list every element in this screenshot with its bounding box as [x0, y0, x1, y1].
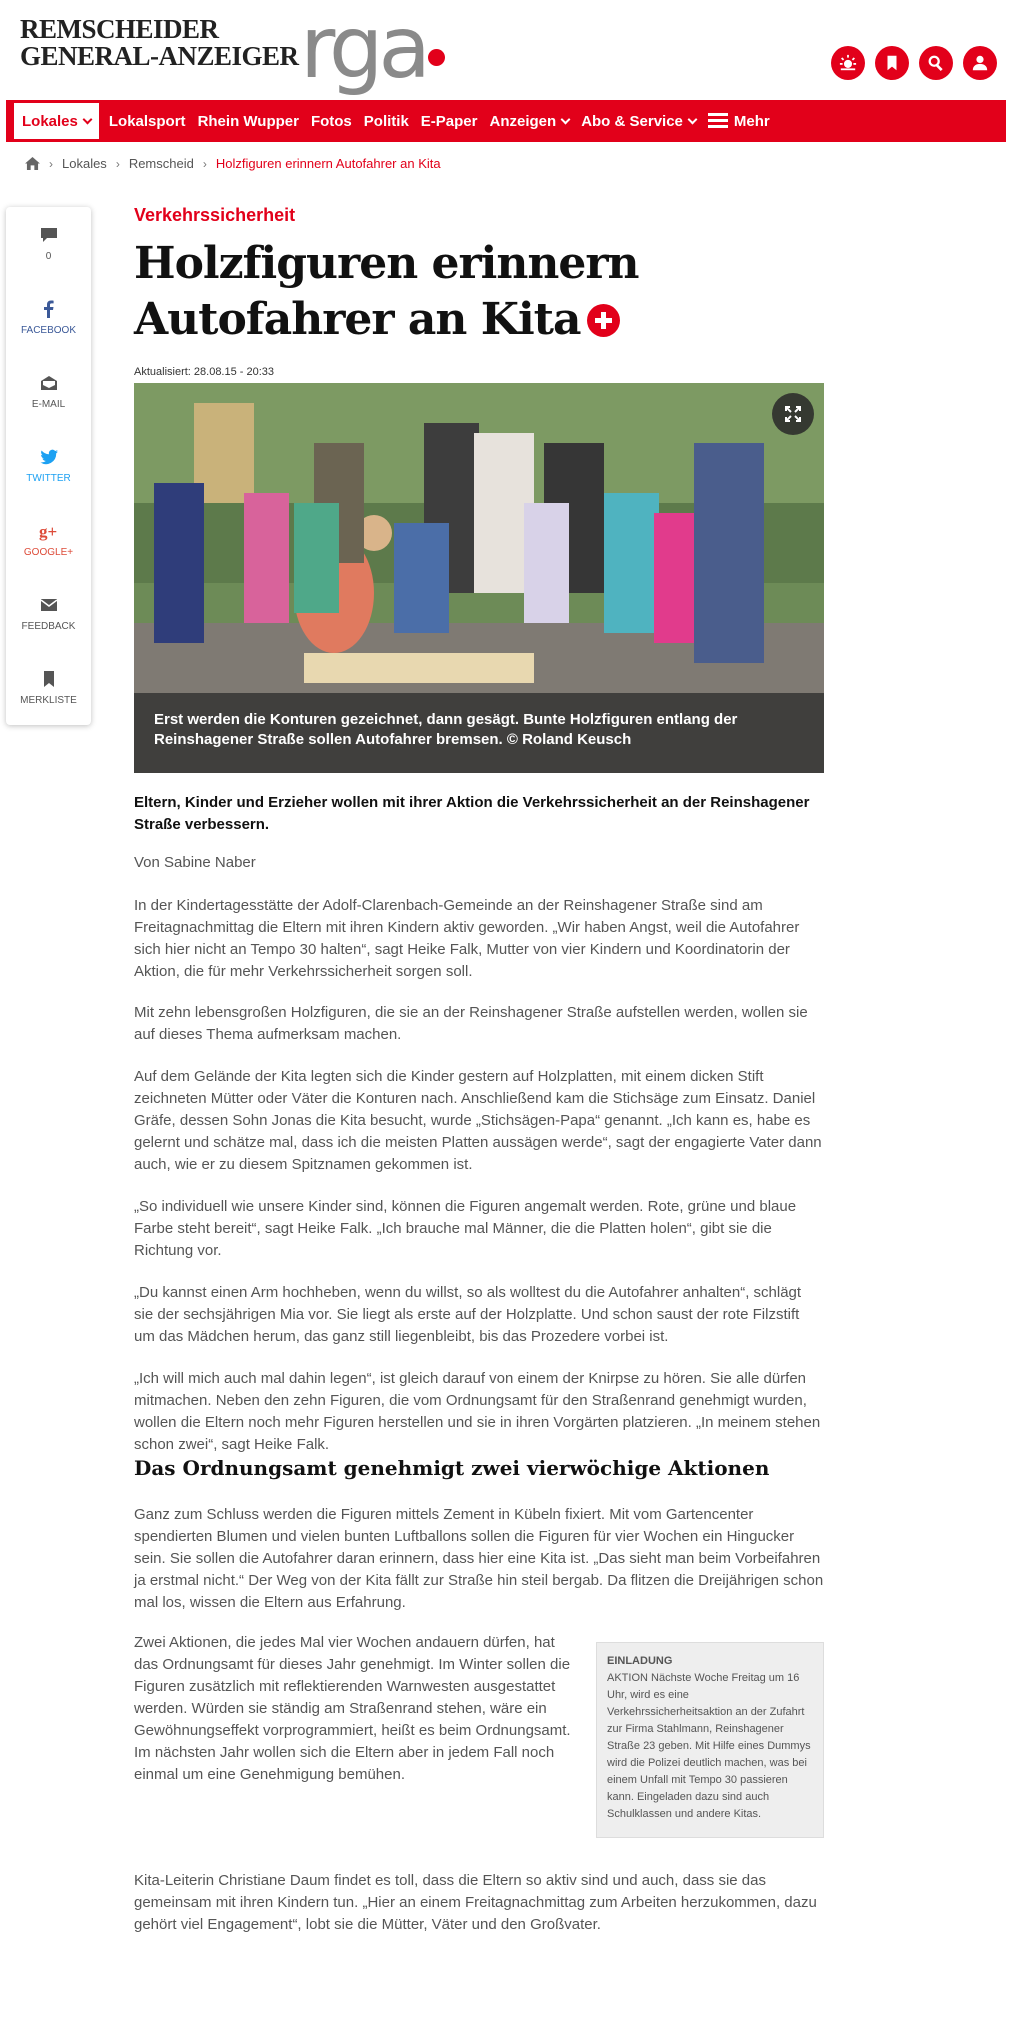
chevron-right-icon: ›: [49, 156, 53, 171]
nav-item-lokales[interactable]: [14, 103, 99, 139]
article-paragraph: Ganz zum Schluss werden die Figuren mittels Zement in Kübeln fixiert. Mit vom Gartencenter spendierten Blumen und vielen bunten Luftballons sollen die Figuren für vier Wochen ein Hingucker sein. Sie sollen die Autofahrer daran erinnern, dass hier eine Kita ist. „Das sieht man beim Vorbeifahren ja erstmal nicht.“ Der Weg von der Kita fällt zur Straße hin steil bergab. Da flitzen die Dreijährigen schon mal los, wissen die Eltern aus Erfahrung.: [134, 1506, 824, 1611]
article-paragraph: „Ich will mich auch mal dahin legen“, ist gleich darauf von einem der Knirpse zu hören. Sie alle dürfen mitmachen. Neben den zehn Figuren, die vom Ordnungsamt für den Straßenrand genehmigt wurden, wollen die Eltern noch mehr Figuren herstellen und sie in ihren Vorgärten platzieren. „In meinem stehen schon zwei“, sagt Heike Falk.: [134, 1370, 821, 1453]
share-sidebar: [6, 207, 91, 725]
search-icon[interactable]: [919, 46, 953, 80]
share-label: MERKLISTE: [20, 695, 77, 706]
info-box: [596, 1642, 824, 1838]
article-paragraph: „So individuell wie unsere Kinder sind, können die Figuren angemalt werden. Rote, grüne und blaue Farbe steht bereit“, sagt Heike Falk. „Ich brauche mal Männer, die die Platten holen“, gibt sie die Richtung vor.: [134, 1198, 797, 1259]
chevron-down-icon: [561, 114, 571, 124]
google-plus-icon: [39, 521, 59, 541]
article-photo[interactable]: [134, 383, 824, 773]
comment-count: 0: [45, 251, 52, 262]
nav-label: Anzeigen: [489, 112, 557, 130]
nav-item-fotos[interactable]: [305, 100, 358, 142]
breadcrumb-current: Holzfiguren erinnern Autofahrer an Kita: [215, 156, 441, 171]
headline-line-1: Holzfiguren erinnern: [134, 238, 639, 289]
share-comments[interactable]: [6, 225, 91, 262]
expand-photo-button[interactable]: [772, 393, 814, 435]
share-merkliste[interactable]: [6, 669, 91, 706]
share-label: TWITTER: [26, 473, 71, 484]
bookmark-icon[interactable]: [875, 46, 909, 80]
envelope-icon: [39, 595, 59, 615]
twitter-icon: [39, 447, 59, 467]
article-paragraph: Kita-Leiterin Christiane Daum findet es toll, dass die Eltern so aktiv sind und auch, dass sie das gemeinsam mit ihren Kindern tun. „Hier an einem Freitagnachmittag zum Arbeiten herzukommen, dazu gehört viel Engagement“, lobt sie die Mütter, Väter und den Großvater.: [134, 1872, 817, 1933]
share-google[interactable]: [6, 521, 91, 558]
article-paragraph: In der Kindertagesstätte der Adolf-Clarenbach-Gemeinde an der Reinshagener Straße sind am Freitagnachmittag die Eltern mit ihren Kindern aktiv geworden. „Wir haben Angst, weil die Autofahrer sich hier nicht an Tempo 30 halten“, sagt Heike Falk, Mutter von vier Kindern und Koordinatorin der Aktion, die für mehr Verkehrssicherheit sorgen soll.: [134, 897, 800, 980]
chevron-down-icon: [82, 114, 92, 124]
breadcrumb-remscheid[interactable]: Remscheid: [128, 156, 194, 171]
nav-item-lokalsport[interactable]: [103, 100, 192, 142]
share-label: FACEBOOK: [20, 325, 76, 336]
menu-icon: [708, 113, 728, 129]
chevron-right-icon: ›: [202, 156, 207, 171]
email-icon: [39, 373, 59, 393]
nav-label: Lokalsport: [108, 112, 186, 130]
home-icon[interactable]: [25, 157, 40, 170]
facebook-icon: [39, 299, 59, 319]
site-logo-rga[interactable]: rga: [300, 0, 427, 98]
site-header: [0, 0, 1017, 100]
logo-line-2: GENERAL-ANZEIGER: [20, 41, 299, 71]
site-logo-wordmark[interactable]: [20, 16, 299, 70]
article-subheading: Das Ordnungsamt genehmigt zwei vierwöchige Aktionen: [134, 1456, 770, 1480]
info-box-text: AKTION Nächste Woche Freitag um 16 Uhr, wird es eine Verkehrssicherheitsaktion an der Zufahrt zur Firma Stahlmann, Reinshagener Straße 23 geben. Mit Hilfe eines Dummys wird die Polizei deutlich machen, was bei einem Unfall mit Tempo 30 passieren kann. Eingeladen dazu sind auch Schulklassen und andere Kitas.: [607, 1672, 811, 1820]
nav-label: Abo & Service: [581, 112, 683, 130]
share-twitter[interactable]: [6, 447, 91, 484]
headline-line-2: Autofahrer an Kita: [134, 294, 581, 345]
share-label: E-MAIL: [31, 399, 66, 410]
photo-caption: Erst werden die Konturen gezeichnet, dann gesägt. Bunte Holzfiguren entlang der Reinshagener Straße sollen Autofahrer bremsen. © Roland Keusch: [134, 693, 824, 773]
article-headline: [134, 236, 824, 348]
chevron-right-icon: ›: [115, 156, 120, 171]
plus-badge-icon: [587, 304, 620, 337]
nav-item-rhein-wupper[interactable]: [192, 100, 305, 142]
info-box-title: EINLADUNG: [607, 1655, 673, 1667]
article-author: Von Sabine Naber: [134, 854, 256, 871]
article-header: [134, 205, 824, 378]
share-label: GOOGLE+: [23, 547, 74, 558]
nav-item-anzeigen[interactable]: [484, 100, 576, 142]
article-paragraph: „Du kannst einen Arm hochheben, wenn du willst, so als wolltest du die Autofahrer anhalten“, schlägt sie der sechsjährigen Mia vor. Sie liegt als erste auf der Holzplatte. Und schon saust der rote Filzstift um das Mädchen herum, das ganz still liegenbleibt, bis das Prozedere vorbei ist.: [134, 1284, 802, 1345]
nav-label: Politik: [363, 112, 409, 130]
nav-label: Mehr: [733, 112, 770, 130]
share-label: FEEDBACK: [21, 621, 76, 632]
nav-label: Lokales: [22, 112, 78, 130]
nav-item-mehr[interactable]: [702, 100, 776, 142]
article-kicker[interactable]: Verkehrssicherheit: [134, 205, 296, 225]
header-actions: [831, 46, 997, 80]
share-email[interactable]: [6, 373, 91, 410]
user-icon[interactable]: [963, 46, 997, 80]
nav-label: Fotos: [310, 112, 352, 130]
logo-dot: [428, 49, 445, 66]
svg-text:g+: g+: [38, 522, 57, 541]
nav-label: E-Paper: [420, 112, 478, 130]
breadcrumb-lokales[interactable]: Lokales: [62, 156, 107, 171]
article-paragraph: Zwei Aktionen, die jedes Mal vier Wochen andauern dürfen, hat das Ordnungsamt für dieses Jahr genehmigt. Im Winter sollen die Figuren zusätzlich mit reflektierenden Warnwesten ausgestattet werden. Würden sie ständig am Straßenrand stehen, wäre ein Gewöhnungseffekt vorprogrammiert, heißt es beim Ordnungsamt. Im nächsten Jahr wollen sich die Eltern aber in jedem Fall noch einmal um eine Genehmigung bemühen.: [134, 1634, 571, 1783]
article-lead: Eltern, Kinder und Erzieher wollen mit ihrer Aktion die Verkehrssicherheit an der Reinshagener Straße verbessern.: [134, 794, 810, 833]
nav-item-abo-service[interactable]: [575, 100, 702, 142]
nav-item-e-paper[interactable]: [415, 100, 484, 142]
expand-icon: [784, 405, 802, 423]
article-paragraph: Mit zehn lebensgroßen Holzfiguren, die sie an der Reinshagener Straße aufstellen werden, wollen sie auf dieses Thema aufmerksam machen.: [134, 1004, 808, 1043]
comment-icon: [39, 225, 59, 245]
main-navigation: [6, 100, 1006, 142]
share-feedback[interactable]: [6, 595, 91, 632]
nav-item-politik[interactable]: [358, 100, 415, 142]
logo-line-1: REMSCHEIDER: [20, 14, 219, 44]
share-facebook[interactable]: [6, 299, 91, 336]
article-paragraph: Auf dem Gelände der Kita legten sich die Kinder gestern auf Holzplatten, mit einem dicken Stift zeichneten Mütter oder Väter die Konturen nach. Anschließend kam die Stichsäge zum Einsatz. Daniel Gräfe, dessen Sohn Jonas die Kita besucht, wurde „Stichsägen-Papa“ genannt. „Ich kann es, habe es gelernt und schätze mal, dass ich die meisten Platten aussägen werde“, sagt der engagierte Vater dann auch, wie er zu diesem Spitznamen gekommen ist.: [134, 1068, 822, 1173]
bookmark-icon: [39, 669, 59, 689]
chevron-down-icon: [687, 114, 697, 124]
weather-icon[interactable]: [831, 46, 865, 80]
article-updated: Aktualisiert: 28.08.15 - 20:33: [134, 366, 275, 378]
breadcrumb: [25, 156, 441, 171]
nav-label: Rhein Wupper: [197, 112, 299, 130]
